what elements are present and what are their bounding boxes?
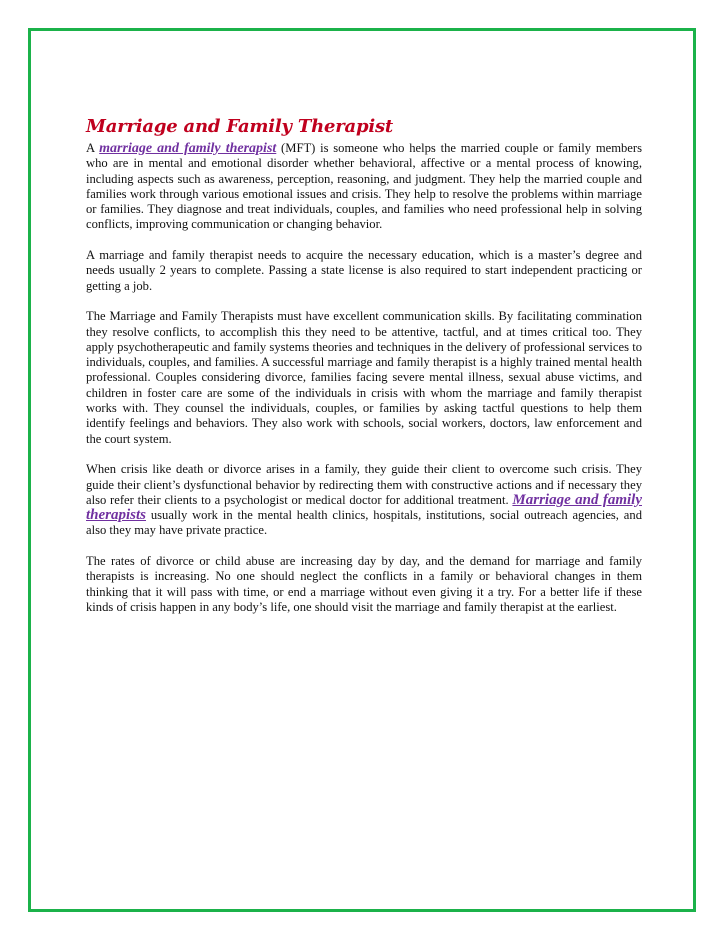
document-title: Marriage and Family Therapist (86, 116, 394, 137)
marriage-family-therapists-link[interactable]: Marriage and family therapists (86, 491, 642, 524)
paragraph-skills: The Marriage and Family Therapists must have excellent communication skills. By facilitating commination they resolve conflicts, to accomplish this they need to be attentive, tactful, and at times critical too. They apply psychotherapeutic and family systems theories and techniques in the delivery of professional services to individuals, couples, and families. A successful marriage and family therapist is a highly trained mental health professional. Couples considering divorce, families facing severe mental illness, sexual abuse victims, and children in foster care are some of the individuals in crisis with whom the marriage and family therapist works with. They counsel the individuals, couples, or families by asking tactful questions to help them identify feelings and behaviors. They also work with schools, social workers, doctors, law enforcement and the court system. (86, 309, 642, 446)
paragraph-education: A marriage and family therapist needs to acquire the necessary education, which is a master’s degree and needs usually 2 years to complete. Passing a state license is also required to start independent practicing or getting a job. (86, 248, 642, 293)
marriage-family-therapist-link[interactable]: marriage and family therapist (99, 141, 277, 156)
paragraph-crisis (86, 462, 642, 538)
paragraph-conclusion: The rates of divorce or child abuse are increasing day by day, and the demand for marriage and family therapists is increasing. No one should neglect the conflicts in a family or behavioral changes in them thinking that it will pass with time, or end a marriage without even giving it a try. For a better life if these kinds of crisis happen in any body’s life, one should visit the marriage and family therapist at the earliest. (86, 554, 642, 614)
paragraph-intro-post: (MFT) is someone who helps the married couple or family members who are in mental and emotional disorder whether behavioral, affective or a mental process of knowing, including aspects such as awareness, perception, reasoning, and judgment. They help the married couple and families work through various emotional issues and crisis. They help to resolve the problems within marriage or families. They diagnose and treat individuals, couples, and families who need professional help in solving conflicts, improving communication or changing behavior. (86, 141, 642, 232)
paragraph-intro (86, 141, 642, 233)
document-body (86, 116, 642, 631)
paragraph-crisis-post: usually work in the mental health clinics, hospitals, institutions, social outreach agencies, and also they may have private practice. (86, 508, 642, 538)
paragraph-crisis-pre: When crisis like death or divorce arises in a family, they guide their client to overcome such crisis. They guide their client’s dysfunctional behavior by redirecting them with constructive actions and if necessary they also refer their clients to a psychologist or medical doctor for additional treatment. (86, 462, 642, 507)
paragraph-intro-pre: A (86, 141, 100, 155)
